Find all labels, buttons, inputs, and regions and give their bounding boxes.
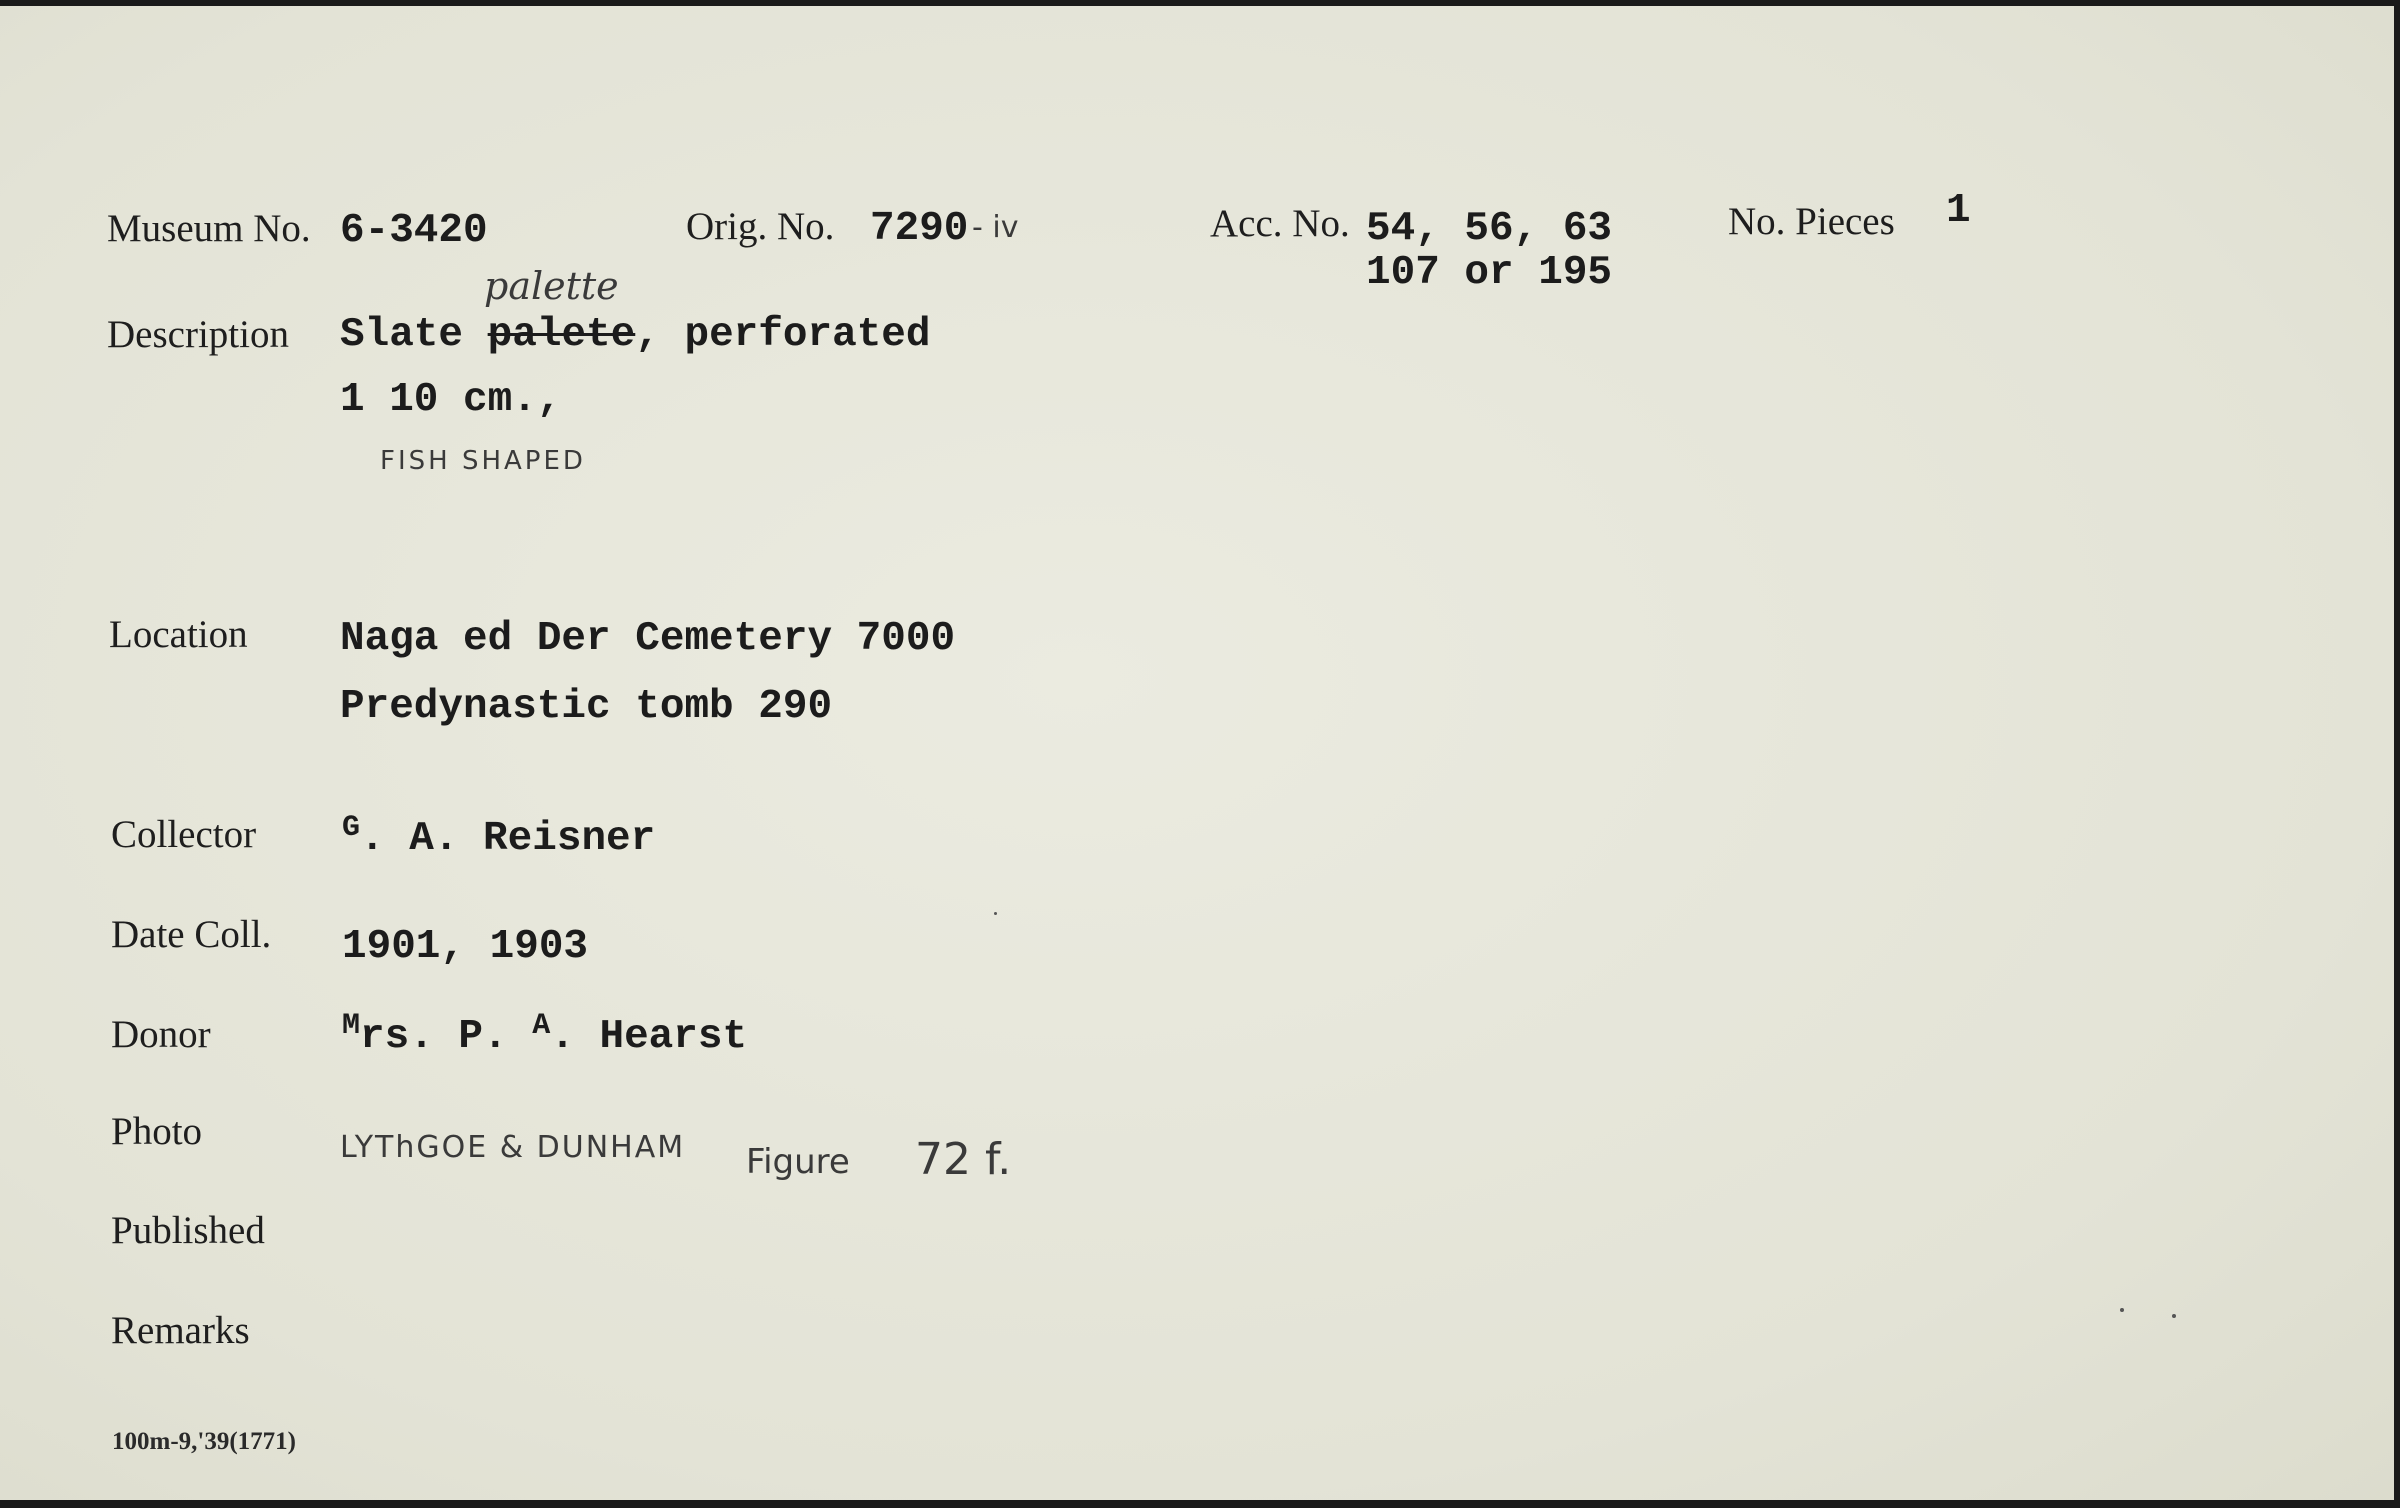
- collector-initial: G: [342, 811, 361, 845]
- acc-no-line2: 107 or 195: [1366, 250, 1613, 296]
- collector-value: [342, 811, 656, 862]
- acc-no-line1: 54, 56, 63: [1366, 206, 1613, 252]
- description-rest: , perforated: [635, 312, 931, 358]
- speck: [994, 912, 997, 915]
- speck: [2172, 1314, 2176, 1318]
- photo-figure-number: 72 f.: [915, 1134, 1012, 1185]
- remarks-label: Remarks: [111, 1309, 250, 1352]
- acc-no-label: Acc. No.: [1210, 202, 1350, 245]
- description-label: Description: [107, 313, 289, 356]
- location-label: Location: [109, 613, 248, 656]
- no-pieces-label: No. Pieces: [1728, 200, 1895, 243]
- museum-no-label: Museum No.: [107, 207, 311, 250]
- donor-value: [342, 1009, 748, 1060]
- location-line2: Predynastic tomb 290: [340, 684, 833, 730]
- footer-print-code: 100m-9,'39(1771): [112, 1428, 296, 1455]
- date-coll-label: Date Coll.: [111, 913, 272, 956]
- museum-no-value: 6-3420: [340, 208, 488, 254]
- donor-part1: rs. P.: [360, 1014, 533, 1060]
- description-struck-word: palete: [487, 312, 636, 358]
- donor-initial-m: M: [342, 1009, 361, 1043]
- description-handwritten-note: FISH SHAPED: [380, 446, 586, 476]
- donor-initial-a: A: [532, 1009, 551, 1043]
- donor-part2: . Hearst: [550, 1014, 748, 1060]
- description-word-slate: Slate: [340, 312, 464, 358]
- date-coll-value: 1901, 1903: [342, 924, 589, 970]
- location-line1: Naga ed Der Cemetery 7000: [340, 616, 956, 662]
- catalog-card: [0, 6, 2394, 1500]
- description-line2: 1 10 cm.,: [340, 377, 562, 423]
- orig-no-handwritten-suffix: - iv: [972, 210, 1019, 245]
- no-pieces-value: 1: [1946, 188, 1971, 234]
- orig-no-label: Orig. No.: [686, 205, 835, 248]
- photo-label: Photo: [111, 1110, 203, 1153]
- donor-label: Donor: [111, 1013, 211, 1056]
- description-line1: [340, 312, 931, 358]
- photo-handwritten-credit: LYThGOE & DUNHAM: [340, 1130, 686, 1165]
- photo-figure-word: Figure: [746, 1142, 850, 1182]
- collector-label: Collector: [111, 813, 257, 856]
- published-label: Published: [111, 1209, 265, 1252]
- collector-rest: . A. Reisner: [360, 816, 656, 862]
- description-correction: palette: [484, 264, 619, 308]
- speck: [2120, 1308, 2124, 1312]
- orig-no-value: 7290: [870, 206, 969, 252]
